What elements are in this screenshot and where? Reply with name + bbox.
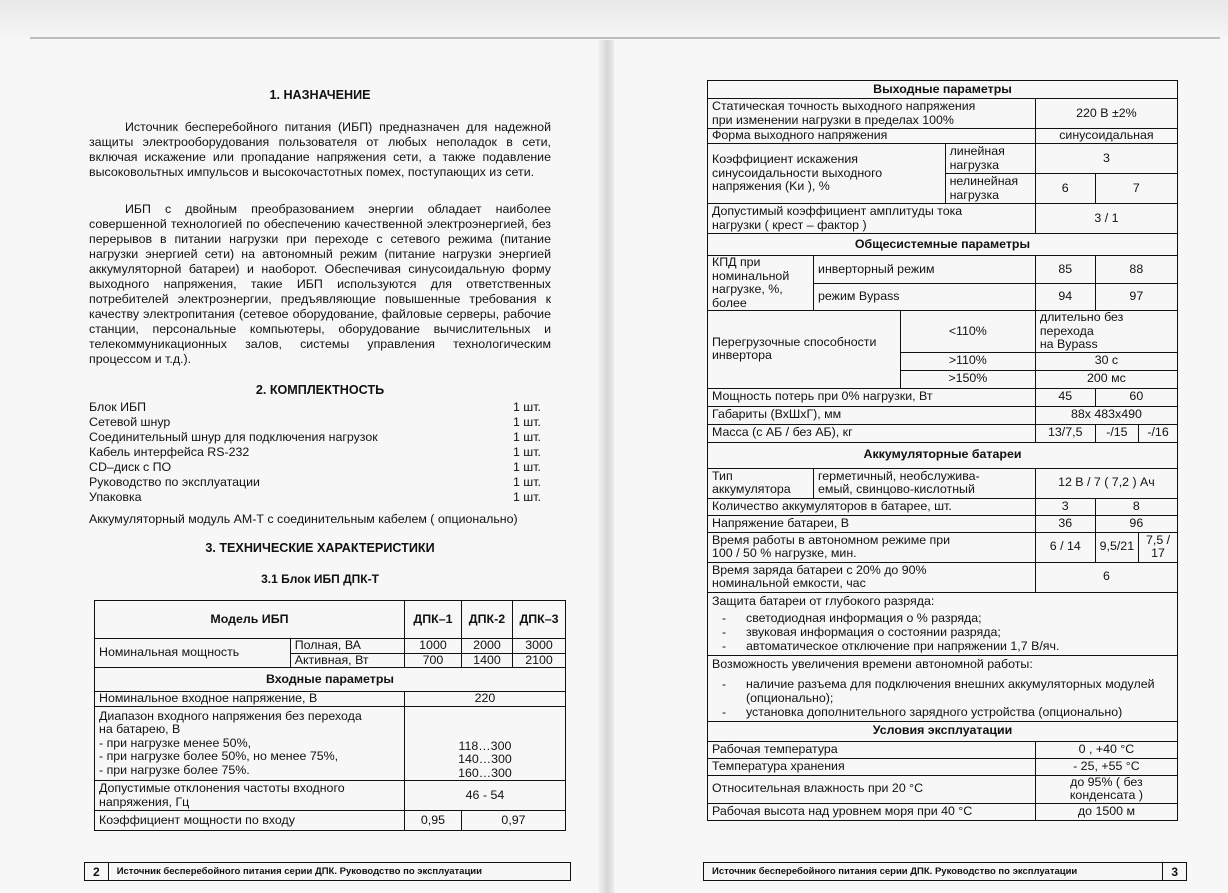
extension-block (708, 656, 1178, 722)
table-row (708, 442, 1178, 468)
distortion-label (708, 144, 946, 204)
cell-value: 88 (1095, 256, 1177, 284)
cell-value: 85 (1035, 256, 1095, 284)
cell-value: 60 (1095, 388, 1177, 406)
label-line: номинальной емкости, час (712, 576, 866, 590)
condition-label: Температура хранения (708, 758, 1036, 775)
waveform-label: Форма выходного напряжения (708, 129, 1036, 144)
label-line: на Bypass (1039, 337, 1098, 351)
cell-value: 3 (1035, 498, 1095, 515)
battery-type-value: 12 В / 7 ( 7,2 ) Ач (1035, 468, 1177, 498)
kit-item-qty: 1 шт. (512, 445, 541, 459)
kit-item (89, 460, 541, 475)
page-number: 2 (93, 864, 100, 879)
kit-optional: Аккумуляторный модуль АМ-Т с соединительным кабелем ( опционально) (89, 512, 518, 526)
table-row (95, 639, 566, 654)
label-line: - при нагрузке менее 50%, (99, 735, 252, 750)
table-row (708, 424, 1178, 442)
cell-value: 94 (1035, 283, 1095, 311)
table-row (95, 781, 566, 811)
range-label (95, 707, 405, 781)
kit-item (89, 475, 541, 490)
label-line: напряжения (Kи ), % (712, 179, 830, 194)
range-values (404, 707, 565, 781)
frequency-label (95, 781, 405, 811)
system-section-title: Общесистемные параметры (708, 234, 1178, 256)
label-line: инвертора (712, 348, 772, 363)
table-row (708, 81, 1178, 99)
table-row (95, 668, 566, 692)
table-row (95, 601, 566, 639)
section-1-title: 1. НАЗНАЧЕНИЕ (269, 88, 371, 102)
label-line: Допустимый коэффициент амплитуды тока (712, 204, 963, 218)
label-line: длительно без перехода (1039, 310, 1124, 338)
page-gutter (598, 40, 614, 893)
charge-label (708, 562, 1036, 592)
table-row (708, 468, 1178, 498)
model-header: Модель ИБП (95, 601, 405, 639)
table-row (708, 234, 1178, 256)
condition-value: 0 , +40 °С (1035, 741, 1177, 758)
label-line: нагрузки ( крест – фактор ) (712, 217, 867, 232)
overload-level: >110% (900, 352, 1035, 370)
extension-title: Возможность увеличения времени автономной работы: (712, 657, 1033, 671)
label-line: аккумулятора (712, 482, 791, 496)
protection-title: Защита батареи от глубокого разряда: (712, 593, 935, 608)
label-line: Диапазон входного напряжения без перехода (99, 708, 362, 723)
crest-value: 3 / 1 (1035, 204, 1177, 234)
power-factor-label: Коэффициент мощности по входу (95, 811, 405, 831)
crest-label (708, 204, 1036, 234)
losses-label: Мощность потерь при 0% нагрузки, Вт (708, 388, 1036, 406)
table-row (708, 99, 1178, 129)
overload-value (1035, 311, 1177, 353)
condition-value: до 1500 м (1035, 803, 1177, 820)
cell-value: -/15 (1095, 424, 1138, 442)
efficiency-mode: режим Bypass (814, 283, 1036, 311)
kit-item-qty: 1 шт. (512, 400, 541, 414)
table-row (708, 388, 1178, 406)
kit-item-qty: 1 шт. (512, 460, 541, 474)
cell-value: 3000 (512, 639, 565, 654)
label-line: КПД при номинальной (712, 255, 790, 283)
waveform-value: синусоидальная (1035, 129, 1177, 144)
table-row (708, 256, 1178, 284)
nominal-voltage-label: Номинальное входное напряжение, В (95, 692, 405, 707)
table-row (708, 129, 1178, 144)
efficiency-label (708, 256, 814, 311)
overload-level: <110% (900, 311, 1035, 353)
nonlinear-load-label (945, 174, 1035, 204)
label-line: Время заряда батареи с 20% до 90% (712, 562, 927, 577)
label-line: герметичный, необслужива- (818, 468, 980, 483)
condition-label: Рабочая температура (708, 741, 1036, 758)
table-row (708, 532, 1178, 562)
charge-value: 6 (1035, 562, 1177, 592)
col-header: ДПК–3 (512, 601, 565, 639)
kit-item-qty: 1 шт. (512, 490, 541, 504)
cell-value: 45 (1035, 388, 1095, 406)
section-1-paragraph-1 (89, 120, 551, 180)
kit-item (89, 490, 541, 505)
label-line: нагрузке, %, более (712, 282, 783, 310)
cell-value: 0,97 (461, 811, 565, 831)
label-line: Коэффициент искажения (712, 152, 858, 167)
left-page (0, 0, 600, 893)
cell-value: -/16 (1139, 424, 1178, 442)
label-line: - при нагрузке более 50%, но менее 75%, (99, 749, 339, 764)
dimensions-value: 88x 483x490 (1035, 406, 1177, 424)
kit-item-name: Сетевой шнур (89, 415, 171, 429)
specs-table-input (94, 600, 566, 831)
cell-value: 6 (1035, 174, 1095, 204)
cell-value: 1400 (461, 653, 512, 668)
col-header: ДПК–1 (404, 601, 461, 639)
cell-value: 96 (1095, 515, 1177, 532)
label-line: Тип (712, 468, 733, 483)
label-line: емый, свинцово-кислотный (818, 482, 975, 496)
cell-value: 36 (1035, 515, 1095, 532)
list-item: - автоматическое отключение при напряжении 1,7 В/яч. (712, 639, 1173, 653)
cell-value: 13/7,5 (1035, 424, 1095, 442)
cell-value: 2100 (512, 653, 565, 668)
condition-label: Относительная влажность при 20 °С (708, 775, 1036, 803)
extension-list (712, 677, 1173, 719)
condition-value: - 25, +55 °С (1035, 758, 1177, 775)
condition-label: Рабочая высота над уровнем моря при 40 °С (708, 803, 1036, 820)
kit-item-qty: 1 шт. (512, 430, 541, 444)
label-line: нелинейная (949, 174, 1019, 188)
label-line: Допустимые отклонения частоты входного (99, 781, 345, 795)
table-row (708, 758, 1178, 775)
range-value: 118…300 (458, 738, 512, 753)
range-value: 140…300 (458, 752, 512, 766)
table-row (708, 498, 1178, 515)
section-3-title: 3. ТЕХНИЧЕСКИЕ ХАРАКТЕРИСТИКИ (205, 541, 435, 555)
table-row (95, 811, 566, 831)
kit-item (89, 430, 541, 445)
table-row (708, 656, 1178, 722)
label-line: нагрузка (949, 157, 1000, 172)
table-row (708, 775, 1178, 803)
kit-list (89, 400, 541, 505)
page-footer-right (703, 862, 1187, 881)
label-line: линейная (949, 144, 1005, 158)
cell-value: 1000 (404, 639, 461, 654)
footer-text: Источник бесперебойного питания серии ДПК. Руководство по эксплуатации (116, 866, 482, 877)
page-number: 3 (1171, 864, 1178, 879)
table-row (708, 204, 1178, 234)
nominal-voltage-value: 220 (404, 692, 565, 707)
section-1-paragraph-2 (89, 202, 551, 367)
paragraph-text: ИБП с двойным преобразованием энергии обладает наиболее совершенной технологией по обеспечению качественной электроэнергией, без перерывов в питании нагрузки при переходе с сетевого режима (питание нагрузки энергией сети) на автономный режим (питание нагрузки энергией аккумуляторной батареи) и наоборот. Обеспечивая синусоидальную форму выходного напряжения, такие ИБП используются для ответственных потребителей электроэнергии, предъявляющие повышенные требования к качеству электропитания (сетевое оборудование, файловые серверы, рабочие станции, персональные компьютеры, оборудование вычислительных и телекоммуникационных залов, системы управления технологическим процессом и т.д.). (89, 202, 551, 366)
cell-value: 7 (1095, 174, 1177, 204)
kit-item-qty: 1 шт. (512, 475, 541, 489)
page-footer-left (84, 862, 571, 881)
section-3-subtitle: 3.1 Блок ИБП ДПК-Т (261, 572, 379, 586)
label-line: - при нагрузке более 75%. (99, 762, 250, 777)
cell-value: 7,5 / 17 (1139, 532, 1178, 562)
table-row (708, 144, 1178, 174)
linear-load-value: 3 (1035, 144, 1177, 174)
battery-count-label: Количество аккумуляторов в батарее, шт. (708, 498, 1036, 515)
dimensions-label: Габариты (ВхШхГ), мм (708, 406, 1036, 424)
table-row (95, 692, 566, 707)
table-row (708, 515, 1178, 532)
label-line: нагрузка (949, 187, 1000, 202)
list-item: - светодиодная информация о % разряда; (712, 611, 1173, 625)
overload-value: 200 мс (1035, 370, 1177, 388)
overload-label (708, 311, 901, 389)
table-row (95, 707, 566, 781)
kit-item-name: Кабель интерфейса RS-232 (89, 445, 250, 459)
power-sub-label: Полная, ВА (290, 639, 404, 654)
paragraph-text: Источник бесперебойного питания (ИБП) предназначен для надежной защиты электрооборудования пользователя от любых неполадок в сети, включая искажение или пропадание напряжения сети, а также подавление высоковольтных импульсов и высокочастотных помех, поступающих из сети. (89, 120, 551, 179)
kit-item (89, 415, 541, 430)
table-row (708, 803, 1178, 820)
table-row (708, 311, 1178, 353)
cell-value: 97 (1095, 283, 1177, 311)
table-row (708, 406, 1178, 424)
battery-section-title: Аккумуляторные батареи (708, 442, 1178, 468)
power-label: Номинальная мощность (95, 639, 291, 668)
runtime-label (708, 532, 1036, 562)
kit-item (89, 400, 541, 415)
kit-item-name: Соединительный шнур для подключения нагрузок (89, 430, 378, 444)
output-section-title: Выходные параметры (708, 81, 1178, 99)
label-line: синусоидальности выходного (712, 165, 883, 180)
label-line: на батарею, В (99, 722, 181, 737)
conditions-section-title: Условия эксплуатации (708, 721, 1178, 741)
label-line: Время работы в автономном режиме при (712, 532, 951, 547)
mass-label: Масса (с АБ / без АБ), кг (708, 424, 1036, 442)
cell-value: 0,95 (404, 811, 461, 831)
overload-value: 30 с (1035, 352, 1177, 370)
efficiency-mode: инверторный режим (814, 256, 1036, 284)
power-sub-label: Активная, Вт (290, 653, 404, 668)
table-row (708, 741, 1178, 758)
section-2-title: 2. КОМПЛЕКТНОСТЬ (255, 383, 385, 397)
battery-type-label (708, 468, 814, 498)
cell-value: 9,5/21 (1095, 532, 1138, 562)
linear-load-label (945, 144, 1035, 174)
label-line: Перегрузочные способности (712, 334, 877, 349)
overload-level: >150% (900, 370, 1035, 388)
kit-item-name: Упаковка (89, 490, 142, 504)
accuracy-value: 220 В ±2% (1035, 99, 1177, 129)
protection-block (708, 592, 1178, 656)
cell-value: 2000 (461, 639, 512, 654)
frequency-value: 46 - 54 (404, 781, 565, 811)
input-section-title: Входные параметры (95, 668, 566, 692)
range-value: 160…300 (458, 765, 512, 780)
col-header: ДПК-2 (461, 601, 512, 639)
battery-voltage-label: Напряжение батареи, В (708, 515, 1036, 532)
label-line: 100 / 50 % нагрузке, мин. (712, 546, 857, 560)
footer-text: Источник бесперебойного питания серии ДПК. Руководство по эксплуатации (712, 866, 1078, 877)
specs-table-output (707, 80, 1178, 821)
condition-value: до 95% ( без конденсата ) (1035, 775, 1177, 803)
cell-value: 700 (404, 653, 461, 668)
table-row (708, 721, 1178, 741)
table-row (708, 562, 1178, 592)
label-line: напряжения, Гц (99, 794, 190, 809)
kit-item-name: CD–диск с ПО (89, 460, 172, 474)
table-row (708, 592, 1178, 656)
kit-item-name: Руководство по эксплуатации (89, 475, 260, 489)
kit-item-name: Блок ИБП (89, 400, 147, 414)
protection-list (712, 611, 1173, 653)
accuracy-label (708, 99, 1036, 129)
label-line: Статическая точность выходного напряжения (712, 99, 976, 113)
label-line: при изменении нагрузки в пределах 100% (712, 112, 954, 127)
battery-type-desc (814, 468, 1036, 498)
cell-value: 8 (1095, 498, 1177, 515)
cell-value: 6 / 14 (1035, 532, 1095, 562)
list-item: - звуковая информация о состоянии разряда; (712, 625, 1173, 639)
list-item: - установка дополнительного зарядного устройства (опционально) (712, 705, 1173, 719)
list-item: - наличие разъема для подключения внешних аккумуляторных модулей (опционально); (712, 677, 1173, 705)
kit-item (89, 445, 541, 460)
kit-item-qty: 1 шт. (512, 415, 541, 429)
